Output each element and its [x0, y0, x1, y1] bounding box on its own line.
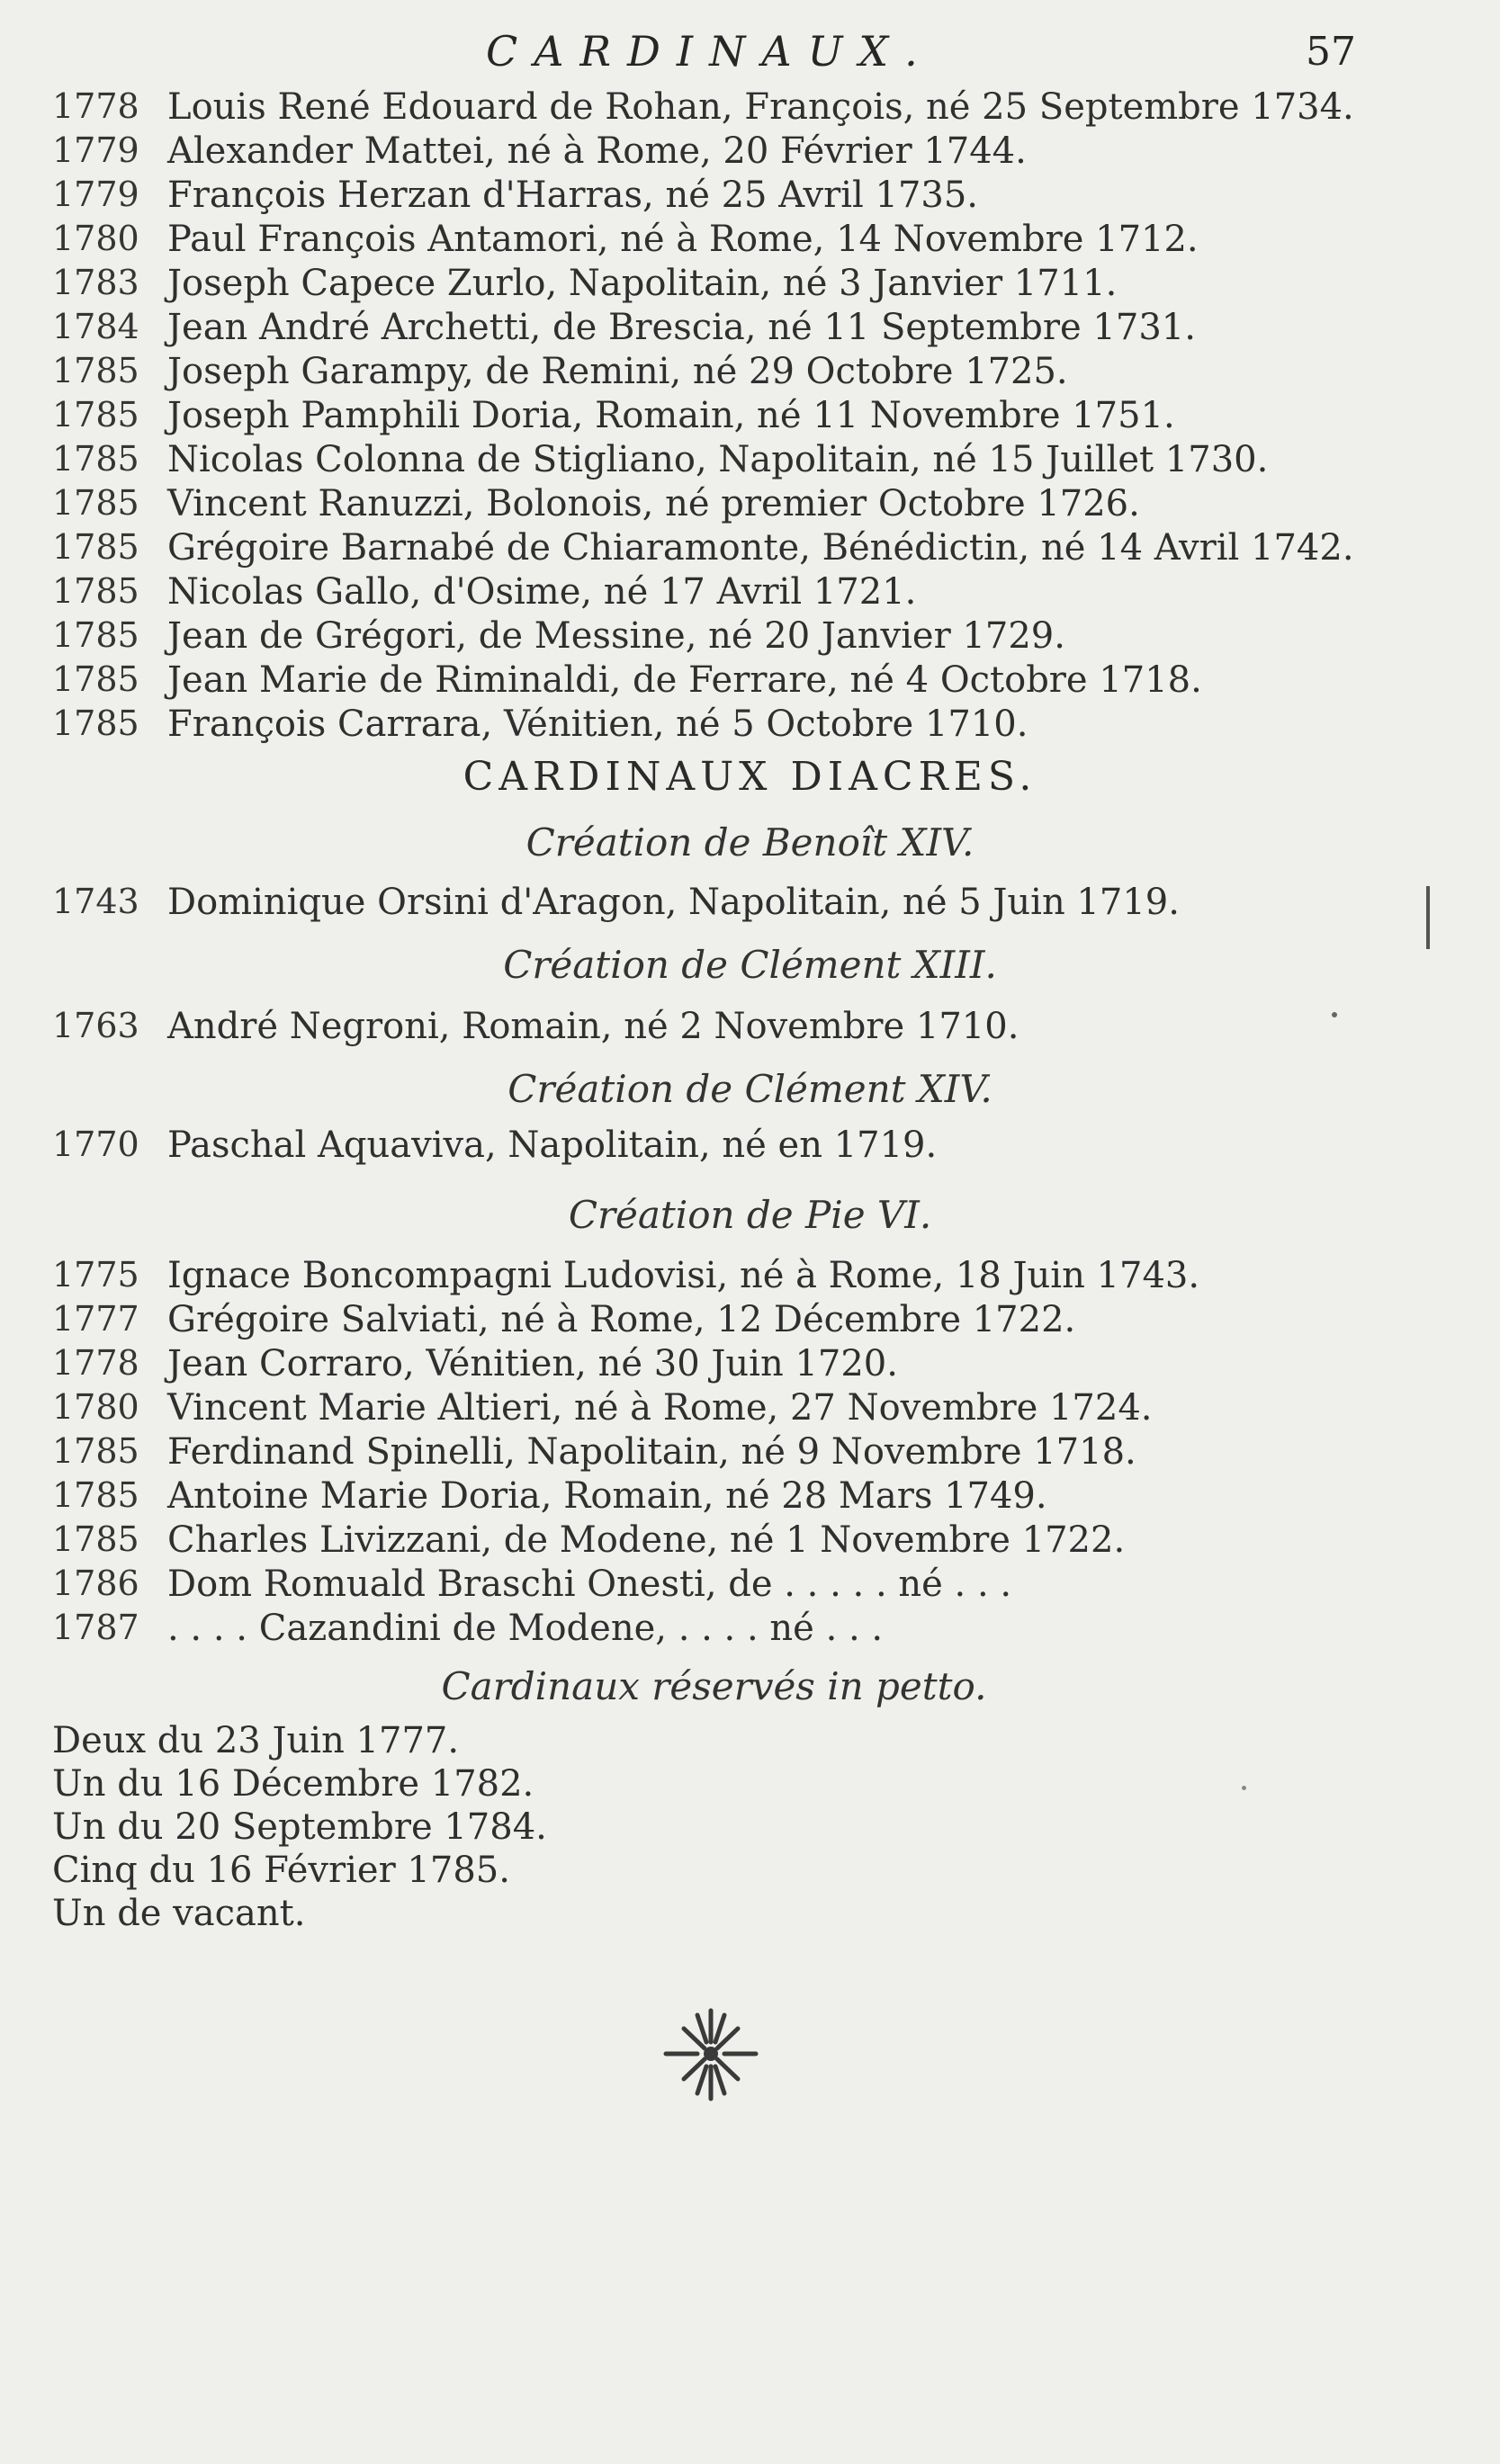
running-title: CARDINAUX.: [486, 27, 934, 76]
list-item: Cinq du 16 Février 1785.: [52, 1850, 510, 1891]
reserved-list: [52, 1720, 1132, 1936]
entry-year: 1785: [52, 351, 139, 390]
entry-year: 1785: [52, 703, 139, 743]
list-item: Un de vacant.: [52, 1893, 306, 1934]
reserved-heading: Cardinaux réservés in petto.: [441, 1664, 987, 1708]
entry-text: Grégoire Salviati, né à Rome, 12 Décembre 1722.: [167, 1299, 1076, 1340]
list-item: [52, 571, 1456, 615]
list-item: [52, 439, 1456, 483]
entry-year: 1770: [52, 1124, 139, 1164]
entry-year: 1786: [52, 1564, 139, 1603]
section-heading-diacres: CARDINAUX DIACRES.: [463, 754, 1037, 800]
list-item: [52, 1431, 1456, 1475]
running-head: [0, 20, 1500, 83]
entry-year: 1785: [52, 659, 139, 699]
list-item: [52, 1299, 1456, 1343]
cardinal-list-clement-xiii: [52, 1006, 1456, 1050]
list-item: [52, 175, 1456, 219]
list-item: [52, 263, 1456, 307]
entry-text: . . . . Cazandini de Modene, . . . . né . . .: [167, 1608, 884, 1649]
entry-year: 1784: [52, 307, 139, 346]
entry-text: Dominique Orsini d'Aragon, Napolitain, né 5 Juin 1719.: [167, 882, 1180, 923]
entry-year: 1777: [52, 1299, 139, 1339]
list-item: Un du 16 Décembre 1782.: [52, 1763, 534, 1805]
entry-text: Ferdinand Spinelli, Napolitain, né 9 Novembre 1718.: [167, 1431, 1136, 1473]
entry-year: 1785: [52, 527, 139, 567]
list-item: [52, 483, 1456, 527]
creation-heading-pie-vi: Création de Pie VI.: [568, 1193, 932, 1237]
entry-year: 1785: [52, 571, 139, 611]
entry-text: Joseph Capece Zurlo, Napolitain, né 3 Janvier 1711.: [167, 263, 1118, 304]
entry-text: Antoine Marie Doria, Romain, né 28 Mars 1749.: [167, 1475, 1047, 1517]
creation-heading-clement-xiii: Création de Clément XIII.: [503, 943, 997, 987]
entry-year: 1785: [52, 395, 139, 435]
entry-year: 1785: [52, 1519, 139, 1559]
floral-fleuron-icon: [643, 2002, 778, 2110]
entry-text: Nicolas Gallo, d'Osime, né 17 Avril 1721.: [167, 571, 917, 613]
list-item: [52, 615, 1456, 659]
list-item: [52, 1608, 1456, 1652]
list-item: [52, 219, 1456, 263]
entry-text: Vincent Marie Altieri, né à Rome, 27 Novembre 1724.: [167, 1387, 1153, 1429]
list-item: [52, 527, 1456, 571]
entry-year: 1775: [52, 1255, 139, 1295]
list-item: [52, 1006, 1456, 1050]
entry-text: Louis René Edouard de Rohan, François, né 25 Septembre 1734.: [167, 86, 1354, 128]
entry-year: 1785: [52, 1475, 139, 1515]
entry-year: 1785: [52, 615, 139, 655]
list-item: [52, 395, 1456, 439]
entry-text: Charles Livizzani, de Modene, né 1 Novembre 1722.: [167, 1519, 1126, 1561]
entry-year: 1763: [52, 1006, 139, 1045]
entry-text: Paul François Antamori, né à Rome, 14 Novembre 1712.: [167, 219, 1199, 260]
creation-heading-benoit: Création de Benoît XIV.: [525, 820, 975, 865]
list-item: Un du 20 Septembre 1784.: [52, 1806, 547, 1848]
list-item: [52, 703, 1456, 748]
list-item: Deux du 23 Juin 1777.: [52, 1720, 460, 1761]
list-item: [52, 351, 1456, 395]
list-item: [52, 86, 1456, 130]
margin-mark: [1242, 1786, 1246, 1790]
entry-text: Joseph Garampy, de Remini, né 29 Octobre 1725.: [167, 351, 1068, 392]
creation-heading-clement-xiv: Création de Clément XIV.: [507, 1067, 993, 1111]
entry-text: Jean Corraro, Vénitien, né 30 Juin 1720.: [167, 1343, 898, 1384]
page-number: 57: [1306, 29, 1356, 75]
list-item: [52, 1255, 1456, 1299]
entry-year: 1778: [52, 1343, 139, 1383]
entry-text: Jean de Grégori, de Messine, né 20 Janvier 1729.: [167, 615, 1065, 657]
entry-text: Jean André Archetti, de Brescia, né 11 Septembre 1731.: [167, 307, 1196, 348]
list-item: [52, 307, 1456, 351]
entry-year: 1778: [52, 86, 139, 126]
entry-text: Paschal Aquaviva, Napolitain, né en 1719.: [167, 1124, 938, 1166]
entry-text: Joseph Pamphili Doria, Romain, né 11 Novembre 1751.: [167, 395, 1175, 436]
list-item: [52, 1564, 1456, 1608]
entry-year: 1780: [52, 219, 139, 258]
entry-text: François Carrara, Vénitien, né 5 Octobre 1710.: [167, 703, 1028, 745]
cardinal-list-pie-vi: [52, 1255, 1456, 1652]
entry-year: 1783: [52, 263, 139, 302]
entry-year: 1780: [52, 1387, 139, 1427]
entry-text: François Herzan d'Harras, né 25 Avril 1735.: [167, 175, 979, 216]
entry-text: Grégoire Barnabé de Chiaramonte, Bénédictin, né 14 Avril 1742.: [167, 527, 1354, 569]
entry-text: André Negroni, Romain, né 2 Novembre 1710.: [167, 1006, 1019, 1047]
entry-text: Jean Marie de Riminaldi, de Ferrare, né 4 Octobre 1718.: [167, 659, 1202, 701]
list-item: [52, 130, 1456, 175]
margin-mark: [1332, 1012, 1337, 1017]
list-item: [52, 1475, 1456, 1519]
cardinal-list-benoit: [52, 882, 1456, 926]
list-item: [52, 1387, 1456, 1431]
margin-mark: [1426, 886, 1430, 949]
entry-year: 1743: [52, 882, 139, 921]
entry-year: 1785: [52, 483, 139, 523]
cardinal-list-top: [52, 86, 1456, 748]
entry-text: Vincent Ranuzzi, Bolonois, né premier Octobre 1726.: [167, 483, 1140, 524]
cardinal-list-clement-xiv: [52, 1124, 1456, 1169]
entry-year: 1779: [52, 130, 139, 170]
entry-year: 1787: [52, 1608, 139, 1647]
entry-text: Ignace Boncompagni Ludovisi, né à Rome, 18 Juin 1743.: [167, 1255, 1200, 1296]
list-item: [52, 1124, 1456, 1169]
list-item: [52, 659, 1456, 703]
entry-text: Nicolas Colonna de Stigliano, Napolitain, né 15 Juillet 1730.: [167, 439, 1269, 480]
entry-year: 1785: [52, 439, 139, 479]
entry-text: Dom Romuald Braschi Onesti, de . . . . . né . . .: [167, 1564, 1012, 1605]
list-item: [52, 882, 1456, 926]
entry-year: 1779: [52, 175, 139, 214]
list-item: [52, 1519, 1456, 1564]
entry-year: 1785: [52, 1431, 139, 1471]
entry-text: Alexander Mattei, né à Rome, 20 Février 1744.: [167, 130, 1027, 172]
list-item: [52, 1343, 1456, 1387]
